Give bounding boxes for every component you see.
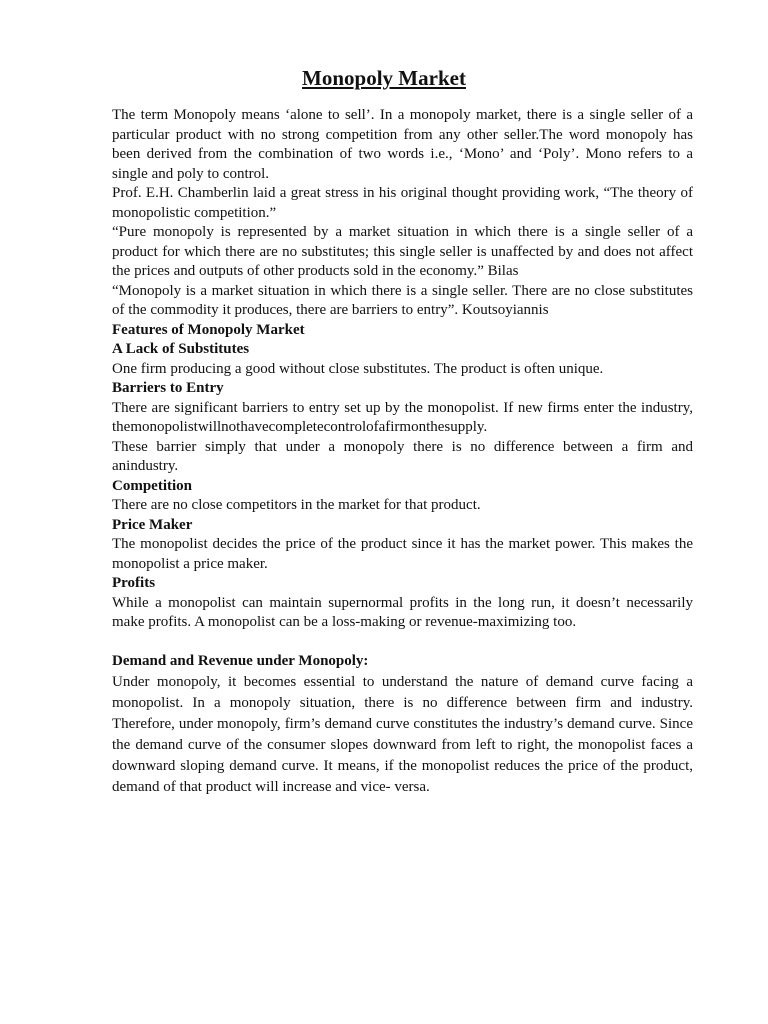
price-maker-heading: Price Maker	[112, 516, 193, 533]
lack-of-substitutes-heading: A Lack of Substitutes	[112, 341, 250, 357]
intro-paragraph: The term Monopoly means ‘alone to sell’. In a monopoly market, there is a single seller of a particular product with no strong competition from any other seller.The word monopoly has been derived from the combination of two words i.e., ‘Mono’ and ‘Poly’. Mono refers to a single and poly to control.	[112, 107, 693, 182]
page-title: Monopoly Market	[302, 66, 466, 90]
profits-text: While a monopolist can maintain supernormal profits in the long run, it doesn’t necessarily make profits. A monopolist can be a loss-making or revenue-maximizing too.	[112, 594, 693, 630]
lack-of-substitutes-text: One firm producing a good without close substitutes. The product is often unique.	[112, 360, 604, 377]
barriers-text-2: These barrier simply that under a monopoly there is no difference between a firm and anindustry.	[112, 438, 693, 474]
demand-revenue-heading: Demand and Revenue under Monopoly:	[112, 653, 369, 669]
barriers-heading: Barriers to Entry	[112, 380, 224, 396]
competition-text: There are no close competitors in the market for that product.	[112, 497, 481, 513]
document-body	[112, 106, 693, 798]
bilas-quote: “Pure monopoly is represented by a market situation in which there is a single seller of a product for which there are no substitutes; this single seller is unaffected by and does not affect the prices and outputs of other products sold in the economy.” Bilas	[112, 224, 693, 279]
demand-revenue-text: Under monopoly, it becomes essential to understand the nature of demand curve facing a monopolist. In a monopoly situation, there is no difference between firm and industry. Therefore, under monopoly, firm’s demand curve constitutes the industry’s demand curve. Since the demand curve of the consumer slopes downward from left to right, the monopolist faces a downward sloping demand curve. It means, if the monopolist reduces the price of the product, demand of that product will increase and vice- versa.	[112, 673, 693, 795]
price-maker-text: The monopolist decides the price of the product since it has the market power. This makes the monopolist a price maker.	[112, 536, 693, 572]
koutsoyiannis-quote: “Monopoly is a market situation in which there is a single seller. There are no close substitutes of the commodity it produces, there are barriers to entry”. Koutsoyiannis	[112, 282, 693, 318]
section-spacer	[112, 633, 693, 653]
chamberlin-paragraph: Prof. E.H. Chamberlin laid a great stress in his original thought providing work, “The theory of monopolistic competition.”	[112, 185, 693, 221]
competition-heading: Competition	[112, 477, 192, 494]
barriers-text-1: There are significant barriers to entry set up by the monopolist. If new firms enter the industry, themonopolistwillnothavecompletecontrolofafirmonthesupply.	[112, 399, 693, 435]
profits-heading: Profits	[112, 575, 156, 591]
features-heading: Features of Monopoly Market	[112, 321, 305, 338]
